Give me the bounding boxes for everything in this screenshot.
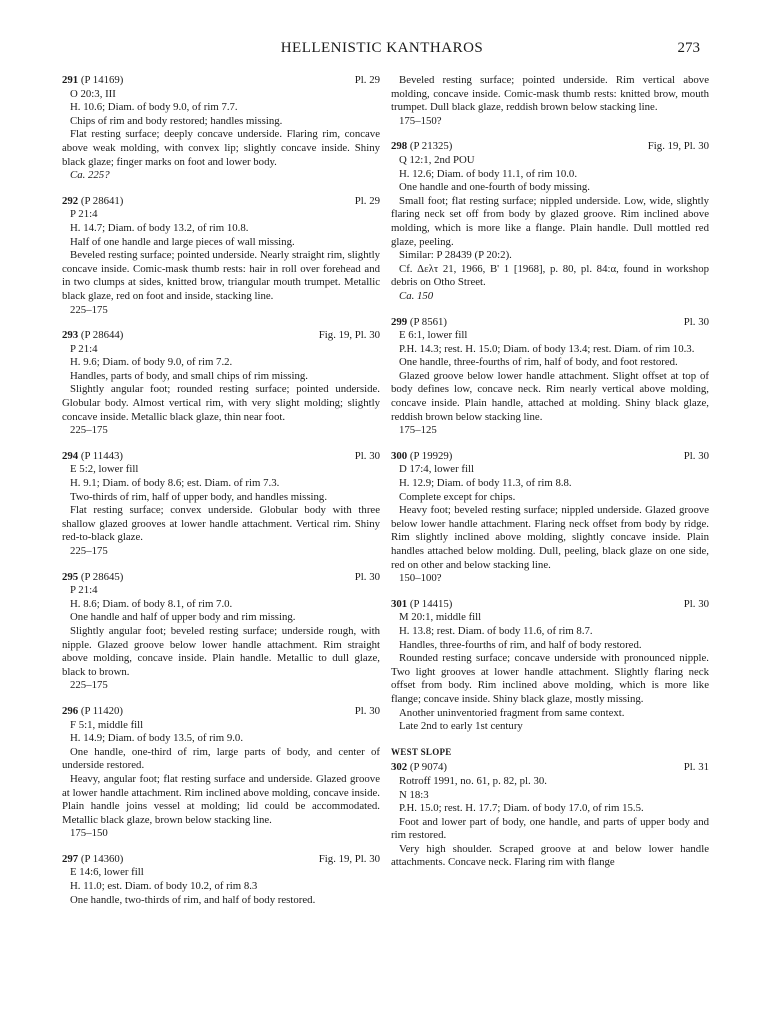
inventory-number: (P 19929) <box>409 449 453 462</box>
condition: Half of one handle and large pieces of wall missing. <box>70 235 295 248</box>
entry-heading <box>62 571 380 585</box>
plate-reference: Pl. 30 <box>683 597 709 610</box>
inventory-number: (P 11443) <box>80 449 123 462</box>
inventory-number: (P 14360) <box>80 852 124 865</box>
catalog-entry <box>62 571 380 693</box>
plate-reference: Fig. 19, Pl. 30 <box>318 329 380 342</box>
section-label: WEST SLOPE <box>391 746 452 757</box>
catalog-entry <box>62 853 380 907</box>
condition: One handle, three-fourths of rim, half of body, and foot restored. <box>399 356 678 369</box>
inventory-number: (P 8561) <box>409 315 447 328</box>
deposit: P 21:4 <box>70 584 98 597</box>
plate-reference: Pl. 30 <box>354 449 380 462</box>
condition: Two-thirds of rim, half of upper body, and handles missing. <box>70 490 328 503</box>
entry-description: Very high shoulder. Scraped groove at and below lower handle attachments. Concave neck. Flaring rim with flange <box>391 842 709 869</box>
comparanda: Another uninventoried fragment from same context. <box>399 706 625 719</box>
dimensions: H. 8.6; Diam. of body 8.1, of rim 7.0. <box>70 597 233 610</box>
entry-number: 295 <box>62 570 79 583</box>
entry-heading <box>391 598 709 612</box>
dimensions: H. 9.1; Diam. of body 8.6; est. Diam. of rim 7.3. <box>70 477 280 490</box>
deposit: E 5:2, lower fill <box>70 463 139 476</box>
inventory-number: (P 9074) <box>409 761 447 774</box>
running-title: HELLENISTIC KANTHAROS <box>280 40 484 56</box>
plate-reference: Fig. 19, Pl. 30 <box>647 140 709 153</box>
entry-description: Flat resting surface; deeply concave underside. Flaring rim, concave above weak molding, with convex lip; slightly concave inside. Shiny black glaze; finger marks on foot and lower body. <box>62 128 380 168</box>
catalog-entry <box>391 450 709 586</box>
entry-description: Heavy foot; beveled resting surface; nippled underside. Glazed groove below lower handle attachment. Flaring neck offset from body by ridge. Rim slightly inclined above molding, slightly concave inside. Plain handles attached below molding. Dull, peeling, black glaze on one side, red on other and below stacking line. <box>391 504 709 571</box>
entry-date: 150–100? <box>399 572 442 585</box>
continued-entry <box>391 74 709 128</box>
condition: Complete except for chips. <box>399 490 516 503</box>
entry-date: 225–175 <box>70 679 108 692</box>
entry-number: 296 <box>62 704 79 717</box>
dimensions: H. 14.9; Diam. of body 13.5, of rim 9.0. <box>70 732 244 745</box>
entry-description: Beveled resting surface; pointed underside. Nearly straight rim, slightly concave inside. Comic-mask thumb rests: hair in roll over forehead and in two clumps at sides, knitted brow, triangular mouth trumpet. Metallic black glaze, red on foot and inside, stacking line. <box>62 249 380 302</box>
entry-date: Ca. 225? <box>70 169 110 182</box>
deposit: E 14:6, lower fill <box>70 866 144 879</box>
inventory-number: (P 21325) <box>409 140 453 153</box>
inventory-number: (P 14169) <box>80 74 124 86</box>
catalog-entry <box>391 316 709 438</box>
entry-number: 300 <box>391 449 408 462</box>
deposit: F 5:1, middle fill <box>70 718 144 731</box>
dimensions: H. 10.6; Diam. of body 9.0, of rim 7.7. <box>70 101 238 114</box>
deposit: D 17:4, lower fill <box>399 463 474 476</box>
entry-date: 225–175 <box>70 545 108 557</box>
entry-heading <box>62 705 380 719</box>
dimensions: H. 9.6; Diam. of body 9.0, of rim 7.2. <box>70 356 233 369</box>
dimensions: H. 12.6; Diam. of body 11.1, of rim 10.0. <box>399 167 578 180</box>
inventory-number: (P 28645) <box>80 570 124 583</box>
deposit: Q 12:1, 2nd POU <box>399 153 475 166</box>
condition: One handle and half of upper body and rim missing. <box>70 611 296 624</box>
plate-reference: Pl. 30 <box>354 704 380 717</box>
plate-reference: Pl. 30 <box>354 570 380 583</box>
catalog-entry <box>62 329 380 438</box>
inventory-number: (P 28641) <box>80 194 124 207</box>
dimensions: H. 13.8; rest. Diam. of body 11.6, of rim 8.7. <box>399 624 593 637</box>
entry-number: 302 <box>391 761 408 774</box>
plate-reference: Pl. 30 <box>683 449 709 462</box>
entry-number: 292 <box>62 194 79 207</box>
deposit: M 20:1, middle fill <box>399 611 482 624</box>
entry-description: Rounded resting surface; concave underside with pronounced nipple. Two light grooves at lower handle attachment. Slightly flaring neck offset from body. Rim inclined above molding, which is more like flange; concave inside. Shiny black glaze, mostly missing. <box>391 652 709 705</box>
entry-number: 294 <box>62 449 79 462</box>
page-number: 273 <box>677 40 700 56</box>
deposit: E 6:1, lower fill <box>399 329 468 342</box>
plate-reference: Fig. 19, Pl. 30 <box>318 852 380 865</box>
comparanda: Similar: P 28439 (P 20:2). <box>399 249 512 262</box>
entry-date: 175–125 <box>399 424 437 437</box>
condition: One handle, one-third of rim, large parts of body, and center of underside restored. <box>62 745 380 772</box>
plate-reference: Pl. 29 <box>354 74 380 86</box>
entry-heading <box>391 450 709 464</box>
entry-heading <box>62 195 380 209</box>
bibliography-reference: Rotroff 1991, no. 61, p. 82, pl. 30. <box>399 774 547 787</box>
entry-description: Slightly angular foot; rounded resting surface; pointed underside. Globular body. Almost vertical rim, with very slight molding; slightly concave inside. Metallic black glaze, thin near foot. <box>62 383 380 423</box>
entry-number: 301 <box>391 597 408 610</box>
plate-reference: Pl. 31 <box>683 761 709 774</box>
condition: One handle and one-fourth of body missing. <box>399 181 591 194</box>
entry-number: 299 <box>391 315 408 328</box>
catalog-entry <box>391 598 709 734</box>
plate-reference: Pl. 29 <box>354 194 380 207</box>
entry-description: Flat resting surface; convex underside. Globular body with three shallow glazed grooves at lower handle attachment. Vertical rim. Shiny red-to-black glaze. <box>62 504 380 544</box>
dimensions: P.H. 15.0; rest. H. 17.7; Diam. of body 17.0, of rim 15.5. <box>399 802 644 815</box>
condition: Chips of rim and body restored; handles missing. <box>70 114 283 127</box>
entry-date: Ca. 150 <box>399 289 434 302</box>
page-header <box>0 40 764 60</box>
entry-date: 225–175 <box>70 424 108 437</box>
entry-date: 175–150? <box>399 114 442 127</box>
entry-heading <box>62 853 380 867</box>
entry-date: Late 2nd to early 1st century <box>399 720 523 733</box>
entry-date: 175–150 <box>70 827 108 840</box>
deposit: N 18:3 <box>399 788 429 801</box>
entry-heading <box>62 450 380 464</box>
condition: One handle, two-thirds of rim, and half of body restored. <box>70 893 316 906</box>
deposit: O 20:3, III <box>70 87 116 100</box>
entry-heading <box>391 761 709 775</box>
catalog-entry <box>391 761 709 870</box>
entry-number: 293 <box>62 329 79 342</box>
condition: Handles, three-fourths of rim, and half of body restored. <box>399 638 642 651</box>
entry-description: Heavy, angular foot; flat resting surface and underside. Glazed groove at lower handle attachment. Rim inclined above molding, concave inside. Plain handle joins vessel at molding; lid could be accommodated. Metallic black glaze, brown below stacking line. <box>62 772 380 826</box>
left-column <box>62 74 380 919</box>
entry-description: Glazed groove below lower handle attachment. Slight offset at top of body defines low, concave neck. Rim nearly vertical above molding, concave inside. Plain handle, attached at molding. Shiny black glaze, reddish brown below stacking line. <box>391 369 709 423</box>
dimensions: H. 11.0; est. Diam. of body 10.2, of rim 8.3 <box>70 880 258 893</box>
deposit: P 21:4 <box>70 342 98 355</box>
entry-number: 297 <box>62 852 79 865</box>
dimensions: H. 12.9; Diam. of body 11.3, of rim 8.8. <box>399 477 572 490</box>
condition: Foot and lower part of body, one handle, and parts of upper body and rim restored. <box>391 815 709 842</box>
catalog-entry <box>391 140 709 303</box>
entry-description: Slightly angular foot; beveled resting surface; underside rough, with nipple. Glazed groove below lower handle attachment. Rim straight above molding, concave inside. Plain handle. Metallic to dull glaze, black to brown. <box>62 624 380 678</box>
comparanda: Cf. Δελτ 21, 1966, Β' 1 [1968], p. 80, pl. 84:α, found in workshop debris on Otho Street. <box>391 262 709 289</box>
catalog-entry <box>62 195 380 317</box>
entry-heading <box>391 140 709 154</box>
condition: Handles, parts of body, and small chips of rim missing. <box>70 369 309 382</box>
catalog-entry <box>62 450 380 559</box>
inventory-number: (P 28644) <box>80 329 124 342</box>
inventory-number: (P 11420) <box>80 704 123 717</box>
entry-heading <box>62 329 380 343</box>
entry-description: Beveled resting surface; pointed underside. Rim vertical above molding, concave inside. Comic-mask thumb rests: knitted brow, mouth trumpet. Dull black glaze, reddish brown below stacking line. <box>391 74 709 114</box>
deposit: P 21:4 <box>70 208 98 221</box>
entry-number: 298 <box>391 140 408 153</box>
dimensions: H. 14.7; Diam. of body 13.2, of rim 10.8. <box>70 221 249 234</box>
entry-heading <box>62 74 380 88</box>
entry-number: 291 <box>62 74 79 86</box>
entry-date: 225–175 <box>70 303 108 316</box>
dimensions: P.H. 14.3; rest. H. 15.0; Diam. of body 13.4; rest. Diam. of rim 10.3. <box>399 342 695 355</box>
catalog-entry <box>62 74 380 183</box>
entry-heading <box>391 316 709 330</box>
right-column <box>391 74 709 882</box>
right-entries <box>391 140 709 733</box>
plate-reference: Pl. 30 <box>683 315 709 328</box>
catalog-entry <box>62 705 380 841</box>
entry-description: Small foot; flat resting surface; nippled underside. Low, wide, slightly flaring neck set off from body by glazed groove. Rim inclined above molding, which is more like a flange. Plain handle. Dull mottled red glaze, peeling. <box>391 194 709 248</box>
inventory-number: (P 14415) <box>409 597 453 610</box>
